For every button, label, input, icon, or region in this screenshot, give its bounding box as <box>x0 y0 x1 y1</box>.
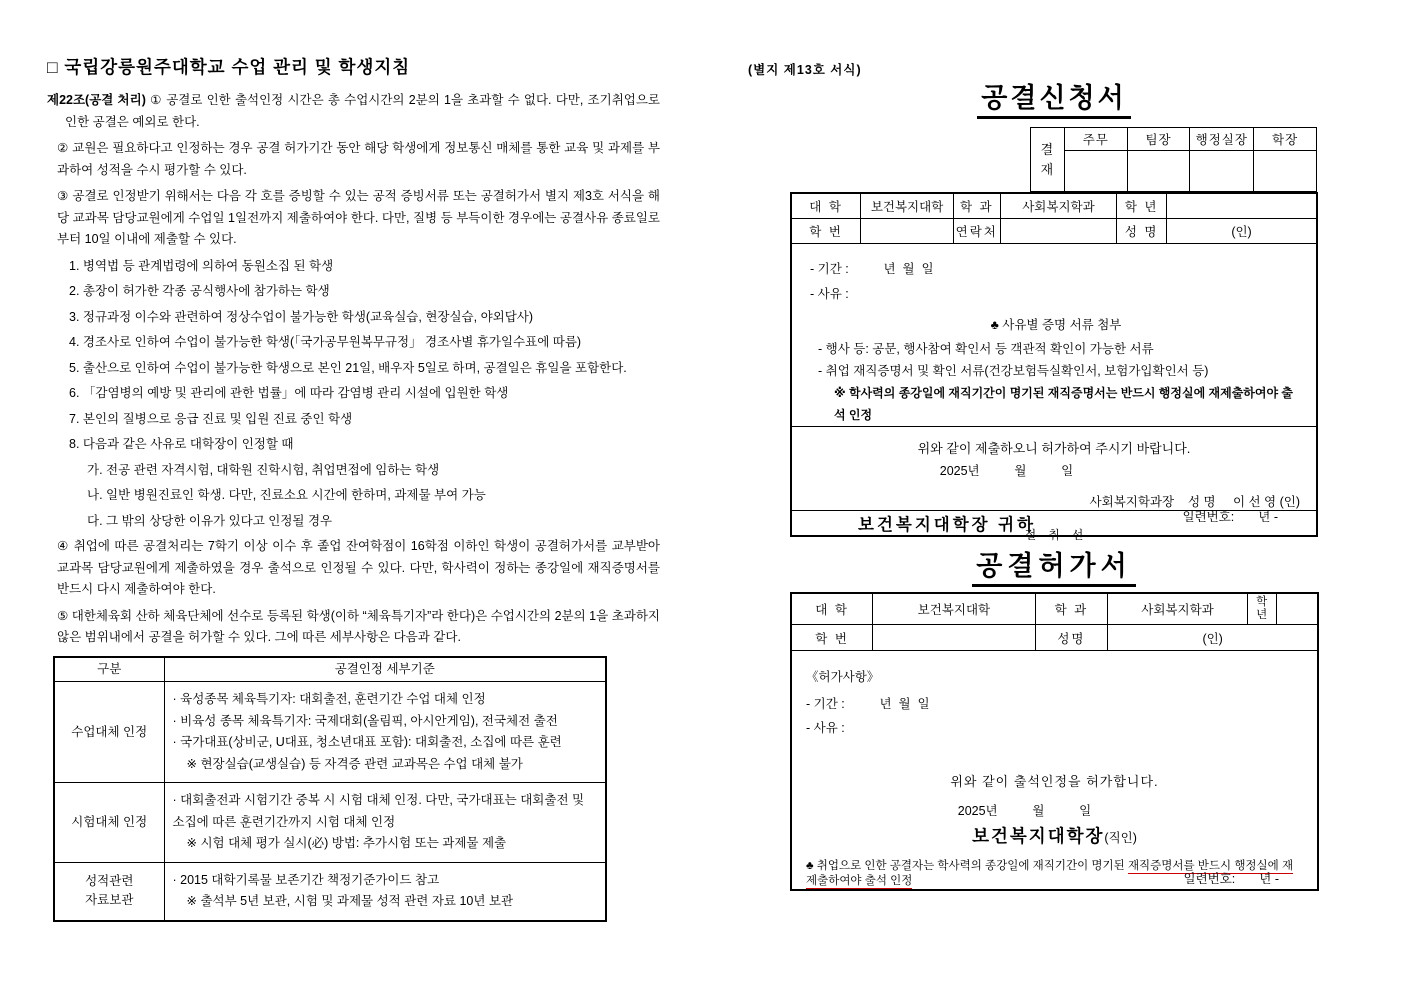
approval-col-teamlead: 팀장 <box>1127 128 1190 151</box>
studentid-label: 학 번 <box>791 218 861 243</box>
approval-signature-cell <box>1190 151 1254 192</box>
approval-stamp-char: 재 <box>1040 161 1055 177</box>
article-label: 제22조(공결 처리) <box>47 93 146 107</box>
studentid-value <box>873 625 1035 651</box>
table-row <box>54 862 606 921</box>
permit-form-table <box>790 592 1319 891</box>
permit-body-cell <box>791 651 1318 891</box>
studentid-label: 학 번 <box>791 625 873 651</box>
contact-value <box>1000 218 1117 243</box>
submit-cell <box>791 426 1317 510</box>
criteria-row-label: 시험대체 인정 <box>54 783 164 863</box>
footnote-prefix: ♣ 취업으로 인한 공결자는 학사력의 종강일에 재직기간이 명기된 <box>806 860 1128 872</box>
dept-value: 사회복지학과 <box>1108 593 1247 625</box>
year-value <box>1167 193 1317 218</box>
article-intro: ① 공결로 인한 출석인정 시간은 총 수업시간의 2분의 1을 초과할 수 없다. 다만, 조기취업으로 인한 공결은 예외로 한다. <box>65 93 660 129</box>
college-label: 대 학 <box>791 193 861 218</box>
criteria-row-label: 수업대체 인정 <box>54 682 164 783</box>
footnote-underlined: 재직증명서를 반드시 행정실에 재제출하여야 출석 인정 <box>806 860 1294 887</box>
serial-value: 년 - <box>1259 872 1279 886</box>
serial-label: 일련번호: <box>1182 510 1235 524</box>
table-row <box>54 682 606 783</box>
serial-value: 년 - <box>1258 510 1278 524</box>
grant-statement: 위와 같이 출석인정을 허가합니다. <box>950 774 1159 789</box>
college-label: 대 학 <box>791 593 873 625</box>
approval-signature-row <box>1031 151 1317 192</box>
sub-list-item: 다. 그 밖의 상당한 이유가 있다고 인정될 경우 <box>87 513 333 528</box>
article-paragraph-1 <box>47 90 660 133</box>
approval-table <box>1030 127 1317 192</box>
cut-line: --------------------------------------절---취---선-------------------------------------- <box>872 528 1236 542</box>
reason-field: - 사유 : <box>806 721 845 735</box>
period-field: - 기간 : 년 월 일 <box>806 697 930 711</box>
recipient: 보건복지대학장 귀하 <box>791 510 1317 536</box>
studentid-value <box>861 218 954 243</box>
article-paragraph-4: ④ 취업에 따른 공결처리는 7학기 이상 이수 후 졸업 잔여학점이 16학점 이하인 학생이 공결허가서를 교부받아 교과목 담당교원에게 제출하였을 경우 출석으로 인정될 수 있다. 다만, 학사력이 정하는 종강일에 재직증명서를 반드시 다시 제출하여야 한다. <box>57 539 660 596</box>
criteria-line: · 2015 대학기록물 보존기간 책정기준가이드 참고 <box>172 872 440 887</box>
criteria-line: · 대회출전과 시험기간 중복 시 시험 대체 인정. 다만, 국가대표는 대회출전 및 소집에 따른 훈련기간까지 시험 대체 인정 <box>172 793 585 829</box>
criteria-line: ※ 출석부 5년 보관, 시험 및 과제물 성적 관련 자료 10년 보관 <box>186 894 514 908</box>
regulation-column <box>47 55 660 922</box>
form-row-body <box>791 243 1317 426</box>
form-row-student <box>791 625 1318 651</box>
college-value: 보건복지대학 <box>873 593 1035 625</box>
criteria-header-category: 구분 <box>54 657 164 682</box>
approval-signature-cell <box>1254 151 1317 192</box>
contact-label: 연락처 <box>953 218 1000 243</box>
criteria-line: ※ 현장실습(교생실습) 등 자격증 관련 교과목은 수업 대체 불가 <box>186 756 523 771</box>
list-item: 8. 다음과 같은 사유로 대학장이 인정할 때 <box>69 437 294 451</box>
approval-signature-cell <box>1064 151 1127 192</box>
serial-number-line <box>790 869 1319 887</box>
sub-list-item: 나. 일반 병원진료인 학생. 다만, 진료소요 시간에 한하며, 과제물 부여 가능 <box>87 488 486 502</box>
approval-header-row <box>1031 128 1317 151</box>
criteria-row-detail <box>164 682 606 783</box>
year-value <box>1276 593 1318 625</box>
list-item: 7. 본인의 질병으로 응급 진료 및 입원 진료 중인 학생 <box>69 411 353 426</box>
form-row-body <box>791 651 1318 891</box>
period-field: - 기간 : 년 월 일 <box>810 261 934 276</box>
serial-label: 일련번호: <box>1183 872 1236 886</box>
page-title: □ 국립강릉원주대학교 수업 관리 및 학생지침 <box>47 57 411 77</box>
criteria-row-detail <box>164 862 606 921</box>
attachment-item: - 행사 등: 공문, 행사참여 확인서 등 객관적 확인이 가능한 서류 <box>818 341 1154 356</box>
grant-date: 2025년 월 일 <box>957 804 1092 818</box>
attachment-form-note: (별지 제13호 서식) <box>748 63 862 77</box>
request-form-title-text: 공결신청서 <box>977 83 1130 119</box>
criteria-label-line: 성적관련 <box>85 874 134 888</box>
criteria-line: ※ 시험 대체 평가 실시(必) 방법: 추가시험 또는 과제물 제출 <box>186 836 507 850</box>
list-item: 2. 총장이 허가한 각종 공식행사에 참가하는 학생 <box>69 284 330 298</box>
criteria-table <box>53 656 607 922</box>
criteria-label-line: 자료보관 <box>85 893 134 907</box>
table-row <box>54 783 606 863</box>
list-item: 4. 경조사로 인하여 수업이 불가능한 학생(「국가공무원복무규정」 경조사별 휴가일수표에 따름) <box>69 335 582 349</box>
year-label <box>1247 593 1276 625</box>
criteria-line: · 비육성 종목 체육특기자: 국제대회(올림픽, 아시안게임), 전국체전 출전 <box>172 713 558 728</box>
attachment-section <box>810 314 1302 426</box>
criteria-row-label <box>54 862 164 921</box>
request-body-cell <box>791 243 1317 426</box>
submit-date: 2025년 월 일 <box>939 463 1074 478</box>
criteria-row-detail <box>164 783 606 863</box>
form-row-college <box>791 193 1317 218</box>
article-paragraph-3: ③ 공결로 인정받기 위해서는 다음 각 호를 증빙할 수 있는 공적 증빙서류 또는 공결허가서 별지 제3호 서식을 해당 교과목 담당교원에게 수업일 1일전까지 제출하여야 한다. 다만, 질병 등 부득이한 경우에는 공결사유 종료일로부터 10일 이내에 제출할 수 있다. <box>57 189 660 246</box>
request-form-title <box>790 76 1318 115</box>
list-item: 1. 병역법 등 관계법령에 의하여 동원소집 된 학생 <box>69 258 334 273</box>
request-signer: 사회복지학과장 성 명 이 선 영 (인) <box>1089 494 1300 509</box>
form-row-college <box>791 593 1318 625</box>
article-paragraph-5: ⑤ 대한체육회 산하 체육단체에 선수로 등록된 학생(이하 “체육특기자”라 한다)은 수업시간의 2분의 1을 초과하지 않은 범위내에서 공결을 허가할 수 있다. 그에 따른 세부사항은 다음과 같다. <box>57 608 660 644</box>
criteria-line: · 국가대표(상비군, U대표, 청소년대표 포함): 대회출전, 소집에 따른 훈련 <box>172 735 562 749</box>
list-item: 6. 「감염병의 예방 및 관리에 관한 법률」에 따라 감염병 관리 시설에 입원한 학생 <box>69 386 509 400</box>
year-label-line: 년 <box>1256 609 1268 621</box>
approval-stamp-char: 결 <box>1040 141 1055 157</box>
dept-value: 사회복지학과 <box>1000 193 1117 218</box>
dept-label: 학 과 <box>953 193 1000 218</box>
attachment-bold-note: ※ 학사력의 종강일에 재직기간이 명기된 재직증명서는 반드시 행정실에 재제출하여야 출석 인정 <box>834 385 1293 422</box>
criteria-header-row <box>54 657 606 682</box>
list-item: 5. 출산으로 인하여 수업이 불가능한 학생으로 본인 21일, 배우자 5일로 하며, 공결일은 휴일을 포함한다. <box>69 360 627 375</box>
list-item: 3. 정규과정 이수와 관련하여 정상수업이 불가능한 학생(교육실습, 현장실습, 야외답사) <box>69 309 534 324</box>
name-label: 성 명 <box>1117 218 1167 243</box>
sub-list-item: 가. 전공 관련 자격시험, 대학원 진학시험, 취업면접에 임하는 학생 <box>87 462 440 477</box>
name-label: 성명 <box>1035 625 1108 651</box>
approval-stamp-label <box>1031 128 1065 192</box>
college-value: 보건복지대학 <box>861 193 954 218</box>
approval-col-dean: 학장 <box>1254 128 1317 151</box>
criteria-line: · 육성종목 체육특기자: 대회출전, 훈련기간 수업 대체 인정 <box>172 692 486 706</box>
year-label: 학 년 <box>1117 193 1167 218</box>
attachment-item: - 취업 재직증명서 및 확인 서류(건강보험득실확인서, 보험가입확인서 등) <box>818 363 1209 378</box>
name-value: (인) <box>1108 625 1318 651</box>
permit-section-header: 《허가사항》 <box>806 670 880 684</box>
serial-number-line <box>790 507 1318 525</box>
reason-field: - 사유 : <box>810 286 849 301</box>
submit-statement: 위와 같이 제출하오니 허가하여 주시기 바랍니다. <box>917 440 1191 456</box>
year-label-line: 학 <box>1256 596 1268 608</box>
permit-signer-seal: (직인) <box>1104 831 1137 845</box>
dept-label: 학 과 <box>1035 593 1108 625</box>
permit-signer <box>806 824 1303 850</box>
form-row-student <box>791 218 1317 243</box>
permit-form-title <box>790 544 1318 583</box>
form-row-submit <box>791 426 1317 510</box>
approval-col-adminhead: 행정실장 <box>1190 128 1254 151</box>
name-value: (인) <box>1167 218 1317 243</box>
criteria-header-detail: 공결인정 세부기준 <box>164 657 606 682</box>
approval-signature-cell <box>1127 151 1190 192</box>
permit-form-title-text: 공결허가서 <box>972 551 1135 587</box>
request-form-table <box>790 192 1318 537</box>
attachment-title: ♣ 사유별 증명 서류 첨부 <box>990 317 1122 332</box>
approval-col-staff: 주무 <box>1064 128 1127 151</box>
article-paragraph-2: ② 교원은 필요하다고 인정하는 경우 공결 허가기간 동안 해당 학생에게 정보통신 매체를 통한 교육 및 과제를 부과하여 성적을 수시 평가할 수 있다. <box>57 141 660 177</box>
permit-signer-name: 보건복지대학장 <box>972 826 1105 846</box>
